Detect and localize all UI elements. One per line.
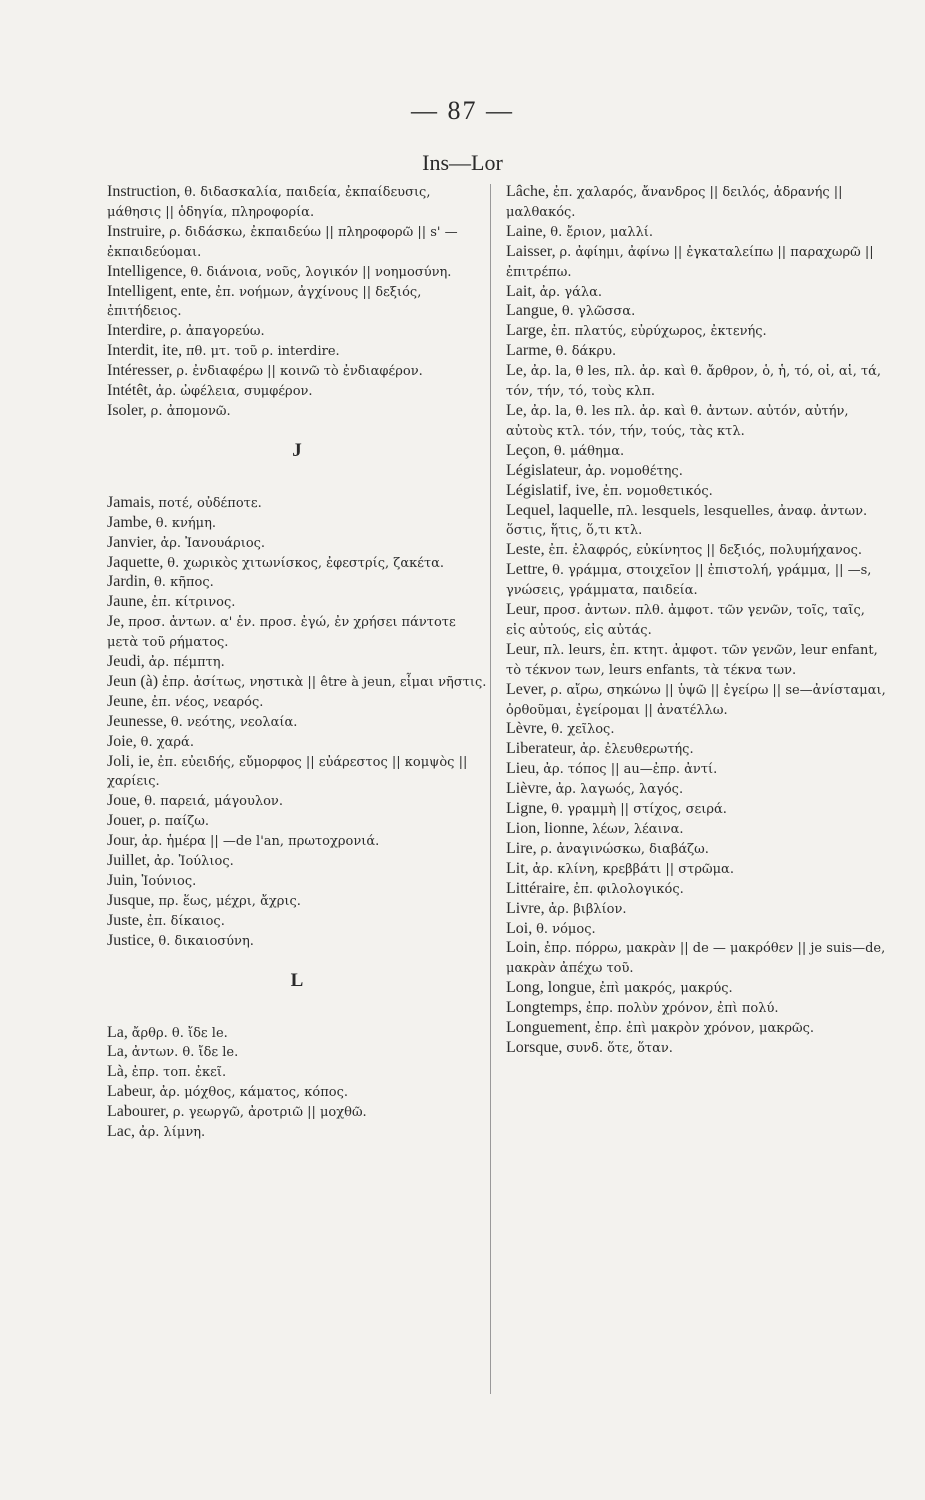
entry-definition: ἀρ. ἡμέρα || —de l'an, πρωτοχρονιά. xyxy=(141,834,380,850)
entry-definition: ἀρ. γάλα. xyxy=(539,284,603,300)
entry-headword: Lire, xyxy=(506,839,537,857)
entry-headword: Législatif, ive, xyxy=(506,481,599,499)
entry-headword: Loin, xyxy=(506,939,541,957)
entry-definition: ρ. ἀφίημι, ἀφίνω || ἐγκαταλείπω || παραχωρῶ || ἐπιτρέπω. xyxy=(506,244,874,280)
entry-definition: λέων, λέαινα. xyxy=(592,822,684,837)
entry-definition: θ. νεότης, νεολαία. xyxy=(170,714,298,730)
dictionary-entry xyxy=(107,554,487,574)
entry-headword: Jeudi, xyxy=(107,653,145,671)
entry-definition: ἐπρ. ἐπὶ μακρὸν χρόνον, μακρῶς. xyxy=(594,1021,815,1037)
dictionary-entry xyxy=(506,720,886,740)
entry-headword: Joue, xyxy=(107,792,141,810)
entry-headword: Législateur, xyxy=(506,461,582,479)
entry-headword: Isoler, xyxy=(107,401,147,419)
entry-definition: ἀρ. λαγωός, λαγός. xyxy=(555,782,684,798)
dictionary-entry xyxy=(107,1043,487,1063)
entry-definition: συνδ. ὅτε, ὅταν. xyxy=(566,1040,673,1056)
entries-l xyxy=(107,1024,487,1143)
section-heading-l: L xyxy=(290,969,304,991)
dictionary-entry xyxy=(107,283,487,323)
entry-headword: Jamais, xyxy=(107,493,155,511)
entry-definition: ρ. διδάσκω, ἐκπαιδεύω || πληροφορῶ || s' — ἐκπαιδεύομαι. xyxy=(107,224,458,260)
dictionary-entry xyxy=(107,1063,487,1083)
left-column xyxy=(107,183,487,1143)
dictionary-entry xyxy=(506,601,886,641)
dictionary-entry xyxy=(506,979,886,999)
dictionary-entry xyxy=(506,641,886,681)
entry-headword: Jaune, xyxy=(107,593,148,611)
entry-definition: ἀρ. Ἰανουάριος. xyxy=(160,535,266,551)
entry-range-header: Ins—Lor xyxy=(422,150,503,175)
entry-headword: Juste, xyxy=(107,911,143,929)
dictionary-entry xyxy=(107,223,487,263)
entry-definition: θ. χεῖλος. xyxy=(551,722,615,738)
dictionary-entry xyxy=(107,1083,487,1103)
dictionary-entry xyxy=(107,872,487,892)
entry-definition: ρ. ἐνδιαφέρω || κοινῶ τὸ ἐνδιαφέρον. xyxy=(176,364,423,380)
entry-headword: Le, xyxy=(506,362,527,380)
entry-definition: ἐπρ. ἀσίτως, νηστικὰ || être à jeun, εἶμαι νῆστις. xyxy=(161,674,487,690)
dictionary-entry xyxy=(107,912,487,932)
entry-definition: θ. κῆπος. xyxy=(153,575,214,591)
dictionary-entry xyxy=(107,263,487,283)
dictionary-entry xyxy=(107,362,487,382)
entry-headword: Lit, xyxy=(506,859,529,877)
entry-definition: ἀρ. πέμπτη. xyxy=(148,655,225,671)
entry-headword: Lever, xyxy=(506,680,547,698)
dictionary-entry xyxy=(107,932,487,952)
entry-headword: Jeunesse, xyxy=(107,712,167,730)
entry-headword: Jaquette, xyxy=(107,553,164,571)
entry-headword: Larme, xyxy=(506,342,552,360)
dictionary-entry xyxy=(107,1123,487,1143)
entry-headword: Juin, xyxy=(107,872,138,889)
entry-headword: Langue, xyxy=(506,302,558,320)
dictionary-entry xyxy=(107,673,487,693)
dictionary-entry xyxy=(107,402,487,422)
dictionary-entry xyxy=(107,322,487,342)
column-divider xyxy=(490,184,491,1394)
page-number: — 87 — xyxy=(411,96,514,125)
dictionary-entry xyxy=(506,342,886,362)
dictionary-entry xyxy=(107,342,487,362)
entry-definition: θ. παρειά, μάγουλον. xyxy=(144,794,283,810)
entry-definition: ἀρ. λίμνη. xyxy=(138,1125,206,1141)
dictionary-entry xyxy=(107,382,487,402)
entry-definition: προσ. ἀντων. πλθ. ἀμφοτ. τῶν γενῶν, τοῖς, ταῖς, εἰς αὐτούς, εἰς αὐτάς. xyxy=(506,603,865,638)
entry-headword: Joie, xyxy=(107,732,137,750)
entry-headword: Juillet, xyxy=(107,852,151,870)
entry-headword: Liberateur, xyxy=(506,740,576,758)
entry-headword: Longuement, xyxy=(506,1019,591,1037)
dictionary-entry xyxy=(107,852,487,872)
entry-headword: Leste, xyxy=(506,541,545,559)
dictionary-entry xyxy=(107,534,487,554)
entry-headword: Instruire, xyxy=(107,222,166,240)
entry-headword: Justice, xyxy=(107,931,155,949)
dictionary-entry xyxy=(506,1019,886,1039)
entry-definition: ἀντων. θ. ἴδε le. xyxy=(131,1045,239,1061)
entry-headword: Lequel, laquelle, xyxy=(506,501,614,519)
dictionary-entry xyxy=(506,880,886,900)
dictionary-entry xyxy=(506,1039,886,1059)
entry-headword: Long, longue, xyxy=(506,979,596,997)
entry-definition: θ. μάθημα. xyxy=(553,443,625,459)
entry-headword: La, xyxy=(107,1043,128,1061)
entry-definition: θ. γλῶσσα. xyxy=(561,304,636,320)
entry-headword: Joli, ie, xyxy=(107,752,154,770)
entry-headword: Leur, xyxy=(506,601,540,619)
entry-definition: θ. χαρά. xyxy=(140,734,194,750)
entry-definition: ἀρ. νομοθέτης. xyxy=(585,463,683,479)
dictionary-entry xyxy=(506,760,886,780)
entry-headword: Loi, xyxy=(506,919,533,937)
entry-headword: Leur, xyxy=(506,640,540,658)
entry-headword: Lâche, xyxy=(506,183,550,200)
entry-definition: ἐπρ. τοπ. ἐκεῖ. xyxy=(131,1065,227,1081)
entry-definition: ρ. ἀναγινώσκω, διαβάζω. xyxy=(540,841,709,857)
dictionary-entry xyxy=(506,223,886,243)
entry-headword: Là, xyxy=(107,1063,128,1081)
entry-definition: ἀρ. βιβλίον. xyxy=(548,901,627,917)
entry-headword: Jusque, xyxy=(107,891,155,909)
entry-definition: ἐπ. εὐειδής, εὔμορφος || εὐάρεστος || κομψὸς || χαρίεις. xyxy=(107,754,468,790)
entry-definition: ἀρ. la, θ. les πλ. ἀρ. καὶ θ. ἀντων. αὐτόν, αὐτήν, αὐτοὺς κτλ. τόν, τήν, τούς, τὰς κτλ. xyxy=(506,403,849,439)
entry-headword: Lièvre, xyxy=(506,780,552,798)
entry-headword: Le, xyxy=(506,401,527,419)
dictionary-entry xyxy=(107,494,487,514)
dictionary-entry xyxy=(107,183,487,223)
entry-headword: Interdire, xyxy=(107,322,167,340)
entry-headword: Intéresser, xyxy=(107,362,173,380)
dictionary-entry xyxy=(506,243,886,283)
entry-headword: La, xyxy=(107,1023,128,1041)
dictionary-entry xyxy=(506,482,886,502)
entry-headword: Interdit, ite, xyxy=(107,342,183,360)
entry-headword: Littéraire, xyxy=(506,879,570,897)
dictionary-entry xyxy=(107,1103,487,1123)
entry-definition: ἐπ. νέος, νεαρός. xyxy=(151,694,264,710)
dictionary-entry xyxy=(506,502,886,542)
entry-definition: πρ. ἕως, μέχρι, ἄχρις. xyxy=(158,893,301,909)
dictionary-entry xyxy=(506,999,886,1019)
dictionary-entry xyxy=(107,812,487,832)
entry-headword: Intétêt, xyxy=(107,382,152,400)
entry-headword: Jour, xyxy=(107,832,138,850)
dictionary-entry xyxy=(107,593,487,613)
entry-definition: προσ. ἀντων. α' ἑν. προσ. ἐγώ, ἐν χρήσει πάντοτε μετὰ τοῦ ρήματος. xyxy=(107,615,456,651)
entry-definition: θ. διάνοια, νοῦς, λογικόν || νοημοσύνη. xyxy=(190,264,452,280)
entry-definition: ἐπ. χαλαρός, ἄνανδρος || δειλός, ἀδρανής || μαλθακός. xyxy=(506,185,843,220)
dictionary-entry xyxy=(107,733,487,753)
entry-headword: Labeur, xyxy=(107,1083,156,1101)
entry-definition: ἐπρ. πόρρω, μακρὰν || de — μακρόθεν || je suis—de, μακρὰν ἀπέχω τοῦ. xyxy=(506,941,886,977)
entry-headword: Jambe, xyxy=(107,513,152,531)
entry-definition: ἀρ. ὠφέλεια, συμφέρον. xyxy=(155,384,313,400)
entry-definition: ἄρθρ. θ. ἴδε le. xyxy=(131,1025,228,1041)
entry-definition: ἐπ. φιλολογικός. xyxy=(573,881,684,897)
dictionary-entry xyxy=(506,820,886,840)
entry-headword: Jeun (à) xyxy=(107,672,159,690)
entry-definition: ποτέ, οὐδέποτε. xyxy=(158,495,262,511)
entry-definition: ἐπρ. πολὺν χρόνον, ἐπὶ πολύ. xyxy=(585,1001,779,1017)
entry-headword: Labourer, xyxy=(107,1103,169,1121)
entry-definition: ρ. ἀπαγορεύω. xyxy=(169,324,265,340)
dictionary-entry xyxy=(506,362,886,402)
entry-headword: Lac, xyxy=(107,1123,135,1141)
right-column xyxy=(506,183,886,1059)
section-heading-j: J xyxy=(292,439,302,461)
dictionary-entry xyxy=(506,920,886,940)
dictionary-entry xyxy=(506,183,886,223)
dictionary-entry xyxy=(506,561,886,601)
entry-definition: θ. γραμμὴ || στίχος, σειρά. xyxy=(551,802,727,818)
entry-headword: Jardin, xyxy=(107,573,151,591)
dictionary-entry xyxy=(506,322,886,342)
entries-j xyxy=(107,494,487,952)
entry-definition: ἀρ. τόπος || au—ἐπρ. ἀντί. xyxy=(543,762,718,778)
entry-definition: θ. γράμμα, στοιχεῖον || ἐπιστολή, γράμμα, || —s, γνώσεις, γράμματα, παιδεία. xyxy=(506,563,872,599)
entry-headword: Lèvre, xyxy=(506,720,548,738)
entry-headword: Instruction, xyxy=(107,183,181,200)
dictionary-entry xyxy=(107,653,487,673)
entry-definition: ρ. γεωργῶ, ἀροτριῶ || μοχθῶ. xyxy=(172,1105,367,1121)
dictionary-entry xyxy=(107,514,487,534)
entry-definition: ἐπὶ μακρός, μακρύς. xyxy=(599,981,733,997)
entry-definition: ἐπ. νοήμων, ἀγχίνους || δεξιός, ἐπιτήδειος. xyxy=(107,284,422,320)
dictionary-entry xyxy=(506,840,886,860)
entry-headword: Je, xyxy=(107,613,125,631)
dictionary-entry xyxy=(107,573,487,593)
entry-headword: Leçon, xyxy=(506,441,550,459)
entry-definition: ἐπ. δίκαιος. xyxy=(146,913,225,929)
entry-headword: Large, xyxy=(506,322,548,340)
entry-definition: Ἰούνιος. xyxy=(141,874,197,889)
entry-definition: θ. δάκρυ. xyxy=(555,344,617,360)
dictionary-entry xyxy=(107,753,487,793)
dictionary-entry xyxy=(506,860,886,880)
entry-definition: ἐπ. κίτρινος. xyxy=(151,595,236,611)
dictionary-entry xyxy=(506,302,886,322)
entry-definition: ἐπ. νομοθετικός. xyxy=(602,483,713,499)
entry-headword: Lorsque, xyxy=(506,1038,563,1056)
dictionary-entry xyxy=(107,892,487,912)
entry-definition: ἀρ. ἐλευθερωτής. xyxy=(579,742,694,758)
entry-definition: ἐπ. ἐλαφρός, εὐκίνητος || δεξιός, πολυμήχανος. xyxy=(548,543,863,559)
entry-definition: ἀρ. κλίνη, κρεββάτι || στρῶμα. xyxy=(532,861,734,877)
entry-definition: θ. κνήμη. xyxy=(155,515,217,531)
entry-definition: θ. ἔριον, μαλλί. xyxy=(550,224,654,240)
dictionary-entry xyxy=(107,792,487,812)
entry-definition: ἀρ. la, θ les, πλ. ἀρ. καὶ θ. ἄρθρον, ὁ, ἡ, τό, οἱ, αἱ, τά, τόν, τήν, τό, τοὺς κλπ. xyxy=(506,364,882,400)
entry-headword: Lieu, xyxy=(506,760,540,778)
entry-definition: θ. διδασκαλία, παιδεία, ἐκπαίδευσις, μάθησις || ὁδηγία, πληροφορία. xyxy=(107,185,431,220)
entry-headword: Lettre, xyxy=(506,561,549,579)
entry-headword: Laisser, xyxy=(506,242,556,260)
entry-definition: πλ. lesquels, lesquelles, ἀναφ. ἀντων. ὅστις, ἥτις, ὅ,τι κτλ. xyxy=(506,503,868,539)
entry-headword: Intelligent, ente, xyxy=(107,282,212,300)
entry-definition: πλ. leurs, ἐπ. κτητ. ἀμφοτ. τῶν γενῶν, leur enfant, τὸ τέκνον των, leurs enfants, τὰ τέκνα των. xyxy=(506,642,878,678)
dictionary-entry xyxy=(506,939,886,979)
entry-headword: Jouer, xyxy=(107,812,146,830)
entry-headword: Livre, xyxy=(506,899,545,917)
entry-definition: πθ. μτ. τοῦ ρ. interdire. xyxy=(185,344,340,360)
entry-definition: ἀρ. Ἰούλιος. xyxy=(153,854,234,870)
dictionary-entry xyxy=(506,740,886,760)
dictionary-entry xyxy=(506,442,886,462)
dictionary-entry xyxy=(506,462,886,482)
entry-definition: ρ. αἴρω, σηκώνω || ὑψῶ || ἐγείρω || se—ἀνίσταμαι, ὀρθοῦμαι, ἐγείρομαι || ἀνατέλλω. xyxy=(506,682,886,718)
dictionary-entry xyxy=(107,1024,487,1044)
entry-definition: ἐπ. πλατύς, εὐρύχωρος, ἐκτενής. xyxy=(550,324,767,340)
entries-l-right xyxy=(506,183,886,1059)
entry-headword: Lait, xyxy=(506,282,536,300)
dictionary-entry xyxy=(506,800,886,820)
dictionary-entry xyxy=(107,693,487,713)
entry-headword: Lion, lionne, xyxy=(506,820,589,837)
dictionary-entry xyxy=(506,780,886,800)
entry-headword: Janvier, xyxy=(107,533,157,551)
entry-headword: Intelligence, xyxy=(107,262,187,280)
entry-definition: ρ. ἀπομονῶ. xyxy=(150,403,231,419)
entry-definition: θ. νόμος. xyxy=(536,921,596,937)
dictionary-entry xyxy=(506,402,886,442)
entries-i xyxy=(107,183,487,422)
entry-definition: θ. χωρικὸς χιτωνίσκος, ἐφεστρίς, ζακέτα. xyxy=(167,555,445,571)
dictionary-entry xyxy=(107,713,487,733)
entry-definition: ρ. παίζω. xyxy=(148,814,209,830)
entry-headword: Longtemps, xyxy=(506,999,582,1017)
entry-headword: Ligne, xyxy=(506,800,548,818)
dictionary-entry xyxy=(107,832,487,852)
dictionary-entry xyxy=(506,283,886,303)
dictionary-entry xyxy=(506,681,886,721)
dictionary-entry xyxy=(506,900,886,920)
dictionary-entry xyxy=(107,613,487,653)
entry-definition: θ. δικαιοσύνη. xyxy=(158,933,254,949)
dictionary-entry xyxy=(506,541,886,561)
entry-headword: Laine, xyxy=(506,222,547,240)
entry-definition: ἀρ. μόχθος, κάματος, κόπος. xyxy=(159,1085,349,1101)
entry-headword: Jeune, xyxy=(107,692,148,710)
